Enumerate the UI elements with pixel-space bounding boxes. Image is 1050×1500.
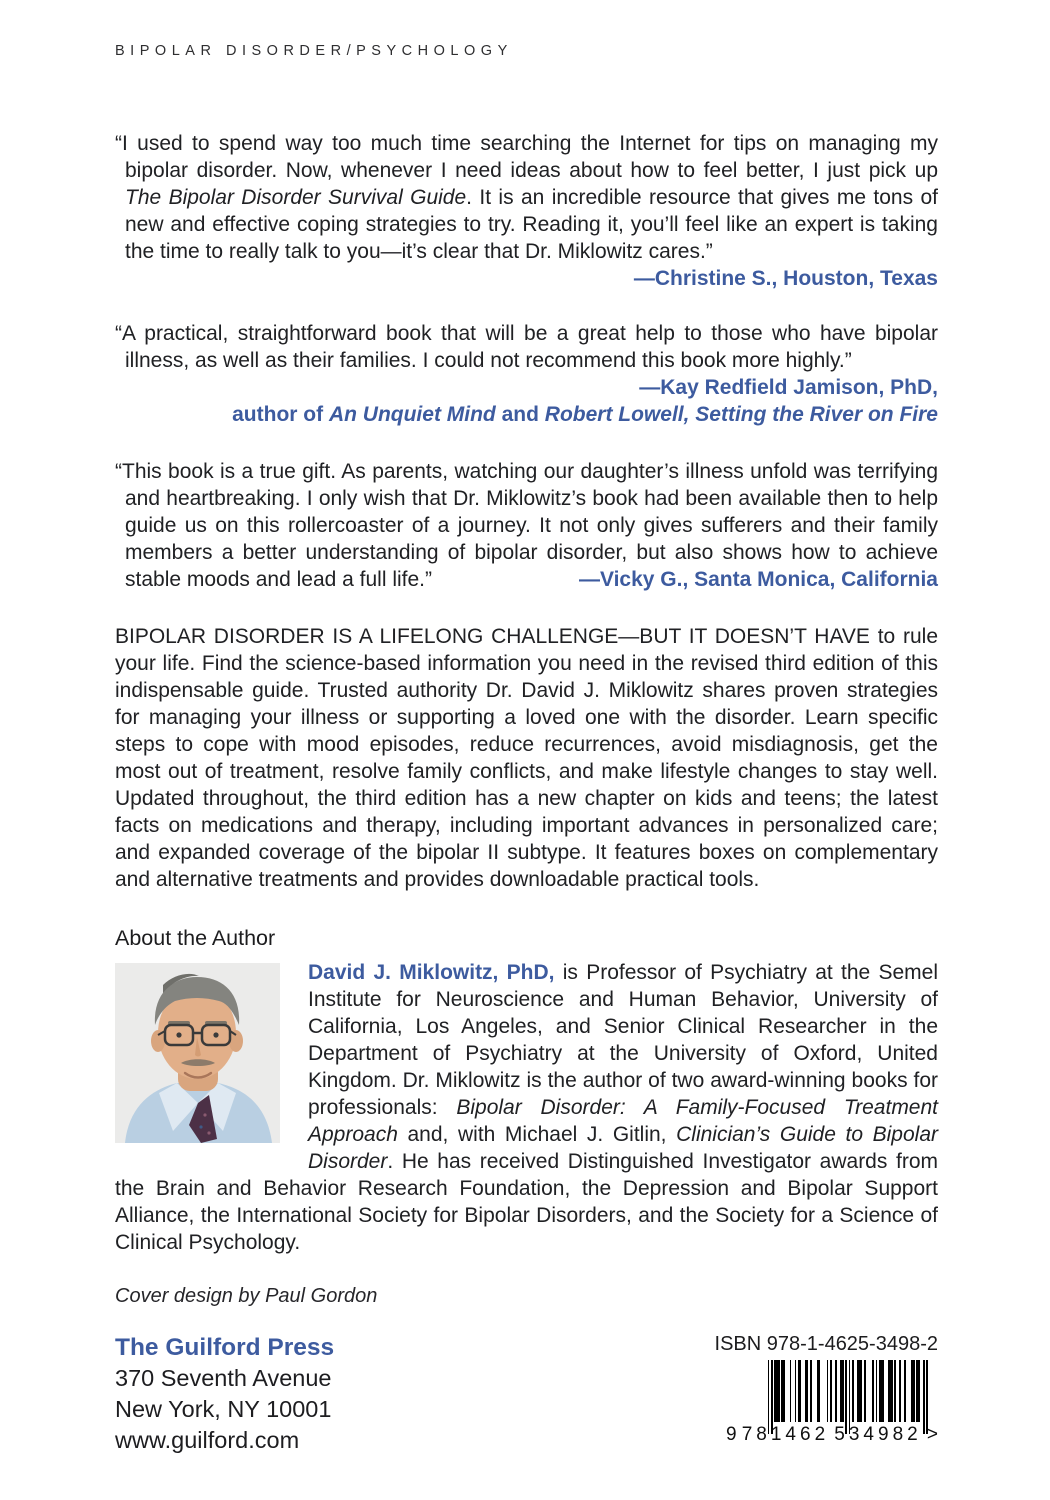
- quote-3-body: “This book is a true gift. As parents, watching our daughter’s illness unfold was terrifying and heartbreaking. I only wish that Dr. Miklowitz’s book had been available then to help guide us on this rollercoaster of a journey. It not only gives sufferers and their family members a better understanding of bipolar disorder, but also shows how to achieve stable moods and lead a full life.”: [115, 460, 938, 591]
- quote-2-attribution-line-2: author of An Unquiet Mind and Robert Lowell, Setting the River on Fire: [232, 403, 938, 426]
- category-header: BIPOLAR DISORDER/PSYCHOLOGY: [115, 43, 513, 59]
- barcode-digit-group-2: 534982: [834, 1424, 922, 1445]
- footer: [115, 1284, 938, 1456]
- endorsement-quote-3: [115, 458, 938, 593]
- barcode: [768, 1360, 928, 1422]
- about-heading: About the Author: [115, 926, 276, 950]
- endorsement-quote-2: [115, 320, 938, 428]
- quote-1-text: “I used to spend way too much time searching the Internet for tips on managing my bipolar disorder. Now, whenever I need ideas about how to feel better, I just pick up The Bipolar Disorder Survival Guide. It is an incredible resource that gives me tons of new and effective coping strategies to try. Reading it, you’ll feel like an expert is taking the time to really talk to you—it’s clear that Dr. Miklowitz cares.”: [115, 132, 938, 263]
- about-the-author-section: [115, 925, 938, 1256]
- book-description: BIPOLAR DISORDER IS A LIFELONG CHALLENGE—BUT IT DOESN’T HAVE to rule your life. Find the science-based information you need in the revised third edition of this indispensable guide. Trusted authority Dr. David J. Miklowitz shares proven strategies for managing your illness or supporting a loved one with the disorder. Learn specific steps to cope with mood episodes, reduce recurrences, avoid misdiagnosis, get the most out of treatment, resolve family conflicts, and make lifestyle changes to stay well. Updated throughout, the third edition has a new chapter on kids and teens; the latest facts on medications and therapy, including important advances in personalized care; and expanded coverage of the bipolar II subtype. It features boxes on complementary and alternative treatments and provides downloadable practical tools.: [115, 625, 938, 891]
- barcode-digit-group-1: 781462: [741, 1424, 830, 1445]
- cover-design-credit: Cover design by Paul Gordon: [115, 1285, 378, 1307]
- publisher-name: The Guilford Press: [115, 1334, 335, 1361]
- quote-3-attribution: —Vicky G., Santa Monica, California: [578, 568, 938, 591]
- footer-row: [115, 1332, 938, 1456]
- barcode-arrow: >: [926, 1424, 938, 1445]
- quote-1-attribution: —Christine S., Houston, Texas: [633, 267, 938, 290]
- publisher-website: www.guilford.com: [115, 1427, 300, 1453]
- barcode-digit-lead: 9: [726, 1424, 737, 1445]
- isbn-label: ISBN 978-1-4625-3498-2: [714, 1333, 938, 1355]
- quote-2-text: “A practical, straightforward book that will be a great help to those who have bipolar illness, as well as their families. I could not recommend this book more highly.”: [115, 322, 938, 372]
- quote-3-text: [115, 458, 938, 593]
- publisher-block: [115, 1332, 334, 1456]
- author-bio: [115, 959, 938, 1256]
- author-bio-text: David J. Miklowitz, PhD, is Professor of Psychiatry at the Semel Institute for Neuroscience and Human Behavior, University of California, Los Angeles, and Senior Clinical Researcher in the Department of Psychiatry at the University of Oxford, United Kingdom. Dr. Miklowitz is the author of two award-winning books for professionals: Bipolar Disorder: A Family-Focused Treatment Approach and, with Michael J. Gitlin, Clinician’s Guide to Bipolar Disorder. He has received Distinguished Investigator awards from the Brain and Behavior Research Foundation, the Depression and Bipolar Support Alliance, the International Society for Bipolar Disorders, and the Society for a Science of Clinical Psychology.: [115, 961, 939, 1254]
- endorsement-quote-1: [115, 130, 938, 292]
- quote-2-attribution: —Kay Redfield Jamison, PhD,: [639, 376, 938, 399]
- barcode-area: [726, 1360, 938, 1446]
- author-portrait-illustration: [115, 963, 280, 1143]
- isbn-block: [713, 1332, 938, 1446]
- barcode-digits: [726, 1424, 938, 1446]
- publisher-address-line-2: New York, NY 10001: [115, 1396, 332, 1422]
- author-portrait-photo: [115, 963, 280, 1143]
- publisher-address-line-1: 370 Seventh Avenue: [115, 1365, 332, 1391]
